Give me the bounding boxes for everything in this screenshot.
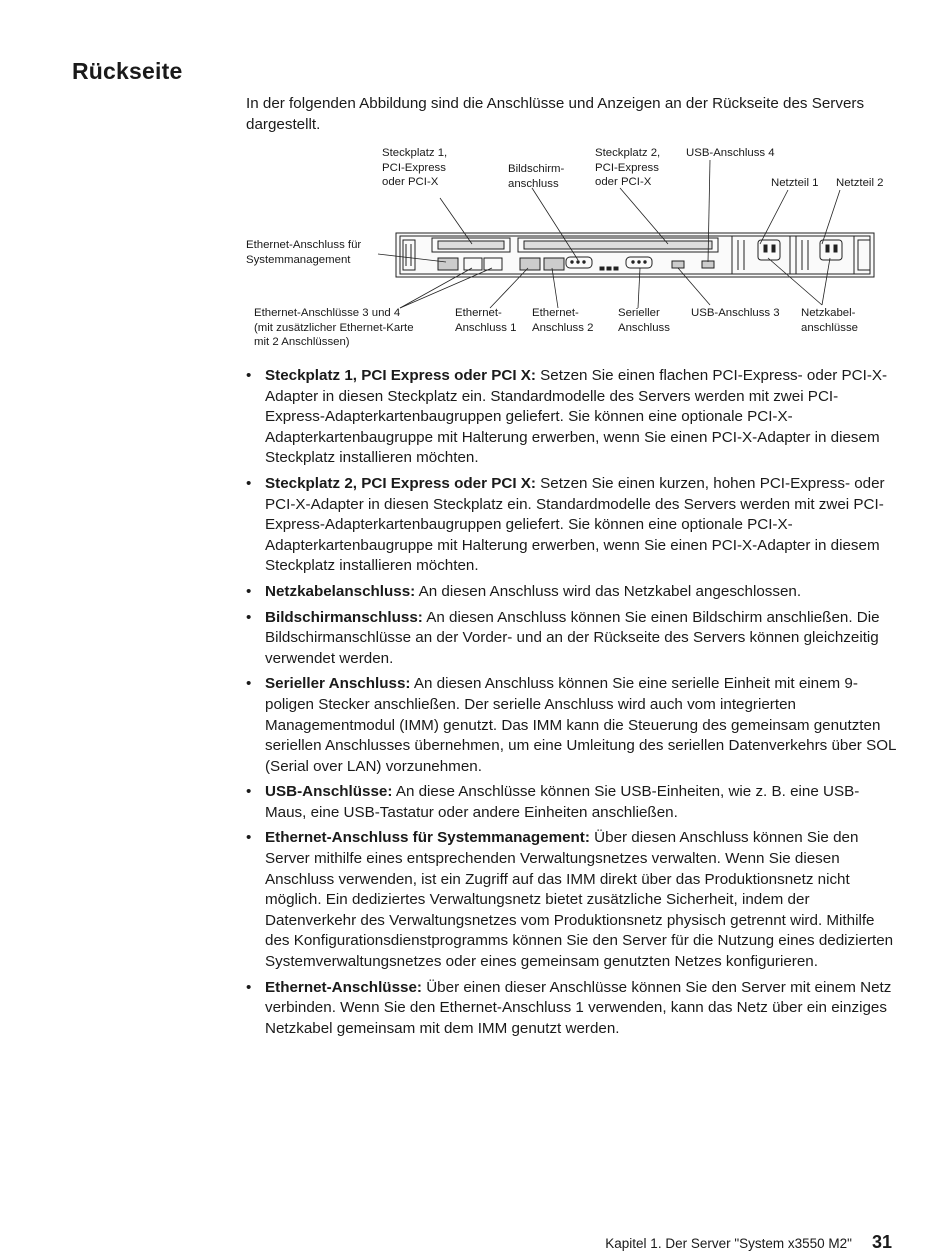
label-video: Bildschirm- anschluss (508, 163, 565, 190)
list-item-text: Über einen dieser Anschlüsse können Sie den Server mit einem Netz verbinden. Wenn Sie den Ethernet-Anschluss 1 verwenden, kann das Netz über ein einziges Netzkabel gemeinsam mit dem IMM genutzt werden. (265, 978, 892, 1037)
list-item-text: An diesen Anschluss wird das Netzkabel angeschlossen. (415, 582, 802, 600)
list-item-term: Ethernet-Anschlüsse: (265, 978, 422, 996)
connector-list (246, 366, 896, 1044)
list-item-term: Bildschirmanschluss: (265, 608, 423, 626)
page-title: Rückseite (72, 58, 183, 84)
list-item-term: Ethernet-Anschluss für Systemmanagement: (265, 829, 590, 847)
list-item-text: Setzen Sie einen flachen PCI-Express- oder PCI-X-Adapter in diesen Steckplatz ein. Standardmodelle des Servers werden mit zwei PCI-Express-Adapterkartenbaugruppen geliefert. Sie können eine optionale PCI-X-Adapterkartenbaugruppe mit Halterung erwerben, wenn Sie einen PCI-X-Adapter in diesem Steckplatz installieren möchten. (265, 367, 888, 467)
list-item (246, 978, 896, 1040)
bullet-dot: • (246, 783, 252, 801)
list-item (246, 674, 896, 777)
bullet-dot: • (246, 675, 252, 693)
list-item-text: Setzen Sie einen kurzen, hohen PCI-Express- oder PCI-X-Adapter in diesen Steckplatz ein. Standardmodelle des Servers werden mit zwei PCI-Express-Adapterkartenbaugruppen geliefert. Sie können eine optionale PCI-X-Adapterkartenbaugruppe mit Halterung erwerben, wenn Sie einen PCI-X-Adapter in diesem Steckplatz installieren möchten. (265, 474, 885, 575)
bullet-dot: • (246, 474, 252, 492)
list-item-text: An diesen Anschluss können Sie eine serielle Einheit mit einem 9-poligen Stecker anschließen. Der serielle Anschluss wird auch vom integrierten Managementmodul (IMM) genutzt. Das IMM kann die Steuerung des gemeinsam genutzten seriellen Anschlusses übernehmen, um eine Umleitung des seriellen Datenverkehrs über SOL (Serial over LAN) vorzunehmen. (265, 675, 896, 775)
list-item-term: USB-Anschlüsse: (265, 783, 393, 801)
label-eth1: Ethernet- Anschluss 1 (455, 307, 517, 334)
label-slot2: Steckplatz 2, PCI-Express oder PCI-X (595, 147, 661, 188)
list-item-term: Serieller Anschluss: (265, 675, 411, 693)
footer-chapter: Kapitel 1. Der Server "System x3550 M2" (605, 1236, 852, 1251)
list-item (246, 782, 896, 823)
list-item (246, 366, 896, 469)
label-psu1: Netzteil 1 (771, 177, 819, 189)
list-item (246, 474, 896, 577)
label-power: Netzkabel- anschlüsse (801, 307, 858, 334)
list-item-text: An diese Anschlüsse können Sie USB-Einheiten, wie z. B. eine USB-Maus, eine USB-Tastatur oder andere Einheiten anschließen. (265, 783, 860, 821)
label-mgmt: Ethernet-Anschluss für Systemmanagement (246, 239, 362, 266)
server-rear-figure (240, 140, 890, 355)
list-item (246, 828, 896, 972)
list-item (246, 608, 896, 670)
bullet-dot: • (246, 582, 252, 600)
list-item-term: Steckplatz 1, PCI Express oder PCI X: (265, 367, 536, 384)
bullet-dot: • (246, 608, 252, 626)
bullet-dot: • (246, 978, 252, 996)
label-eth2: Ethernet- Anschluss 2 (532, 307, 594, 334)
label-usb4: USB-Anschluss 4 (686, 147, 775, 159)
label-serial: Serieller Anschluss (618, 307, 670, 334)
label-psu2: Netzteil 2 (836, 177, 884, 189)
label-slot1: Steckplatz 1, PCI-Express oder PCI-X (382, 147, 448, 188)
list-item-text: Über diesen Anschluss können Sie den Server mithilfe eines entsprechenden Verwaltungsnetzes verwalten. Wenn Sie diesen Anschluss verwenden, ist ein Zugriff auf das IMM direkt über das Produktionsnetz nicht möglich. Ein dediziertes Verwaltungsnetz bietet zusätzliche Sicherheit, indem der Datenverkehr des Verwaltungsnetzes vom Produktionsnetz physisch getrennt wird. Mithilfe des Konfigurationsdienstprogramms können Sie den Server für die Nutzung eines dedizierten Systemverwaltungsnetzes oder eines gemeinsam genutzten Netzes konfigurieren. (265, 829, 894, 971)
list-item (246, 582, 896, 603)
bullet-dot: • (246, 829, 252, 847)
list-item-text: An diesen Anschluss können Sie einen Bildschirm anschließen. Die Bildschirmanschlüsse an der Vorder- und an der Rückseite des Servers können gleichzeitig verwendet werden. (265, 608, 880, 667)
list-item-term: Steckplatz 2, PCI Express oder PCI X: (265, 474, 536, 492)
bullet-dot: • (246, 367, 252, 384)
label-usb3: USB-Anschluss 3 (691, 307, 780, 319)
page-number: 31 (871, 1232, 892, 1252)
list-item-term: Netzkabelanschluss: (265, 582, 416, 600)
label-eth34: Ethernet-Anschlüsse 3 und 4 (mit zusätzlicher Ethernet-Karte mit 2 Anschlüssen) (254, 307, 414, 348)
intro-paragraph: In der folgenden Abbildung sind die Anschlüsse und Anzeigen an der Rückseite des Servers dargestellt. (246, 95, 865, 133)
page-footer (605, 1232, 892, 1253)
